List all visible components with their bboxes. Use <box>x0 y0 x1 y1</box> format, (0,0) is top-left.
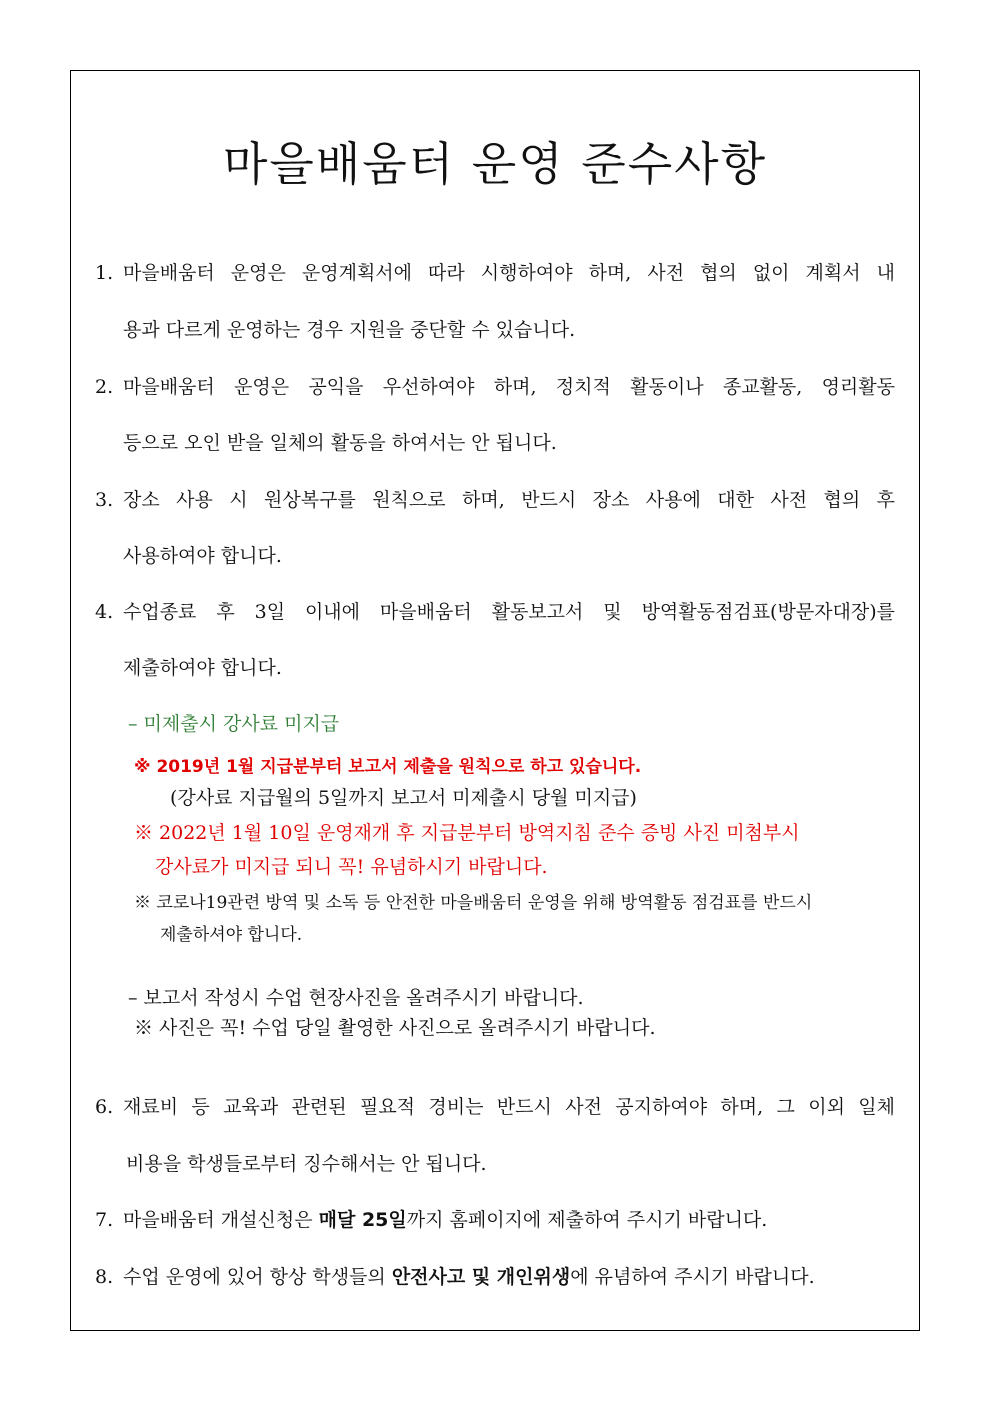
covid-note-line-1: ※ 코로나19관련 방역 및 소독 등 안전한 마을배움터 운영을 위해 방역활동 점검표를 반드시 <box>134 893 813 913</box>
rule-2022-line-1: ※ 2022년 1월 10일 운영재개 후 지급분부터 방역지침 준수 증빙 사진 미첨부시 <box>134 822 800 844</box>
item-2-line-2: 등으로 오인 받을 일체의 활동을 하여서는 안 됩니다. <box>123 432 557 454</box>
rule-2019-note: ※ 2019년 1월 지급분부터 보고서 제출을 원칙으로 하고 있습니다. <box>134 757 642 777</box>
item-1-line-2: 용과 다르게 운영하는 경우 지원을 중단할 수 있습니다. <box>123 319 576 341</box>
covid-note-line-2: 제출하셔야 합니다. <box>160 925 303 945</box>
item-3-line-2: 사용하여야 합니다. <box>123 545 282 567</box>
photo-note-line-2: ※ 사진은 꼭! 수업 당일 촬영한 사진으로 올려주시기 바랍니다. <box>134 1017 656 1039</box>
item-2-line-1: 2. 마을배움터 운영은 공익을 우선하여야 하며, 정치적 활동이나 종교활동, 영리활동 <box>95 376 895 398</box>
item-4-line-1: 4. 수업종료 후 3일 이내에 마을배움터 활동보고서 및 방역활동점검표(방문자대장)를 <box>95 601 895 623</box>
item-6-line-1: 6. 재료비 등 교육과 관련된 필요적 경비는 반드시 사전 공지하여야 하며, 그 이외 일체 <box>95 1096 895 1118</box>
item-7-highlight: 매달 25일 <box>318 1209 407 1231</box>
page-title: 마을배움터 운영 준수사항 <box>222 137 768 191</box>
item-7: 7. 마을배움터 개설신청은 매달 25일까지 홈페이지에 제출하여 주시기 바랍니다. <box>95 1209 768 1231</box>
penalty-note: – 미제출시 강사료 미지급 <box>128 713 340 735</box>
rule-2022-line-2: 강사료가 미지급 되니 꼭! 유념하시기 바랍니다. <box>155 856 548 878</box>
item-8-highlight: 안전사고 및 개인위생 <box>391 1266 571 1288</box>
rule-2019-detail: (강사료 지급월의 5일까지 보고서 미제출시 당월 미지급) <box>170 787 637 809</box>
photo-note-line-1: – 보고서 작성시 수업 현장사진을 올려주시기 바랍니다. <box>128 987 584 1009</box>
item-4-line-2: 제출하여야 합니다. <box>123 657 282 679</box>
item-6-line-2: 비용을 학생들로부터 징수해서는 안 됩니다. <box>126 1153 487 1175</box>
item-1-line-1: 1. 마을배움터 운영은 운영계획서에 따라 시행하여야 하며, 사전 협의 없이 계획서 내 <box>95 262 895 284</box>
item-3-line-1: 3. 장소 사용 시 원상복구를 원칙으로 하며, 반드시 장소 사용에 대한 사전 협의 후 <box>95 489 895 511</box>
item-8: 8. 수업 운영에 있어 항상 학생들의 안전사고 및 개인위생에 유념하여 주시기 바랍니다. <box>95 1266 815 1288</box>
